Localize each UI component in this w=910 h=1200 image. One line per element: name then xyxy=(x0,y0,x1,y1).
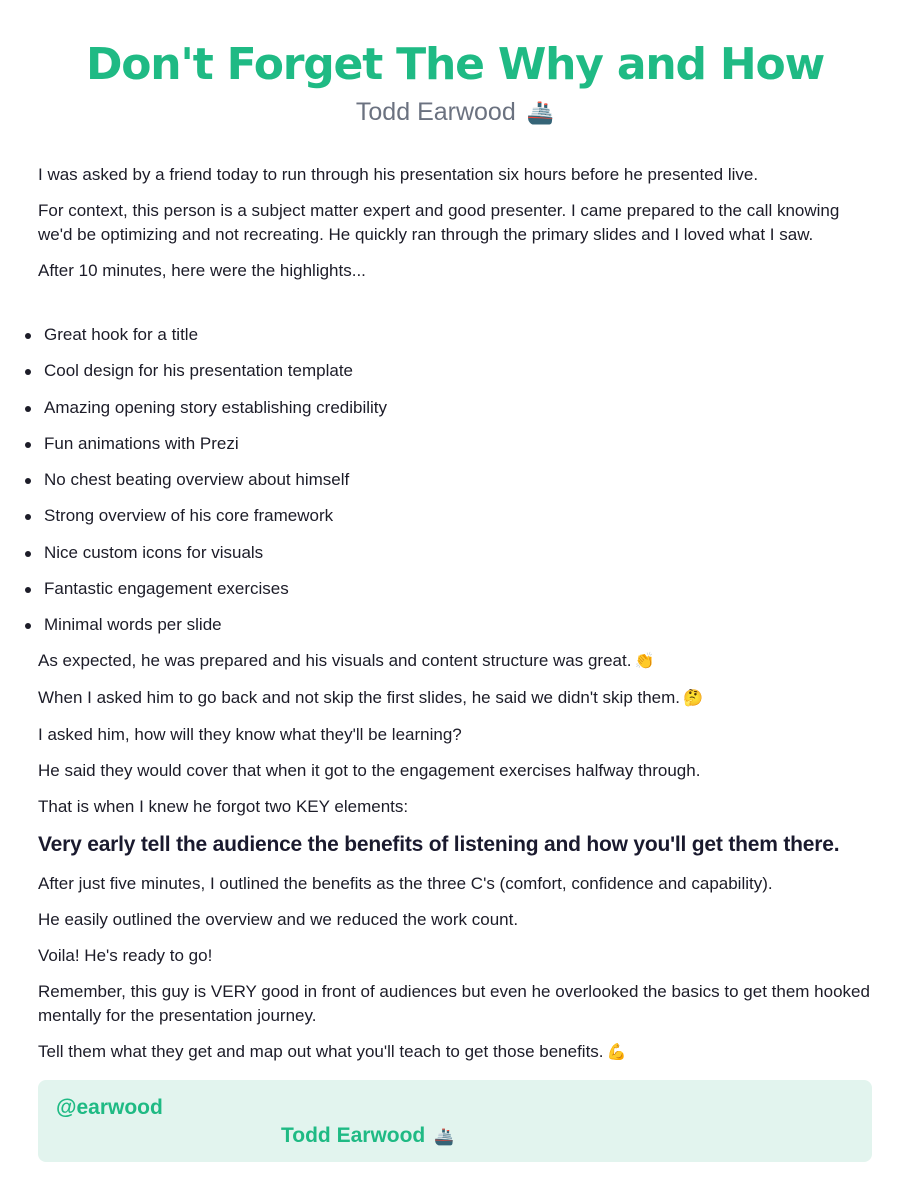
highlights-list xyxy=(38,323,872,637)
bullet-icon xyxy=(25,406,31,412)
post-body xyxy=(38,163,872,1077)
story-paragraph-4: He said they would cover that when it got to the engagement exercises halfway through. xyxy=(38,761,701,781)
footer-name-text: Todd Earwood xyxy=(281,1124,426,1147)
intro-paragraph-2: For context, this person is a subject matter expert and good presenter. I came prepared to the call knowing we'd be optimizing and not recreating. He quickly ran through the primary slides and I loved what I saw. xyxy=(38,201,840,244)
list-item-text: Fantastic engagement exercises xyxy=(44,579,289,599)
list-item-text: Great hook for a title xyxy=(44,325,199,344)
story-paragraph-2 xyxy=(38,686,872,711)
story-paragraph-3: I asked him, how will they know what they'll be learning? xyxy=(38,725,462,745)
list-item-text: No chest beating overview about himself xyxy=(44,470,350,490)
bullet-icon xyxy=(25,514,31,520)
bullet-icon xyxy=(25,333,31,339)
list-item xyxy=(38,613,872,637)
footer-author-name xyxy=(281,1124,454,1148)
story-section xyxy=(38,649,872,819)
ship-emoji-icon: 🚢 xyxy=(526,100,555,125)
author-footer-card xyxy=(38,1080,872,1162)
intro-paragraph-1: I was asked by a friend today to run through his presentation six hours before he presented live. xyxy=(38,165,759,184)
bullet-icon xyxy=(25,369,31,375)
bullet-icon xyxy=(25,442,31,448)
conclusion-paragraph-5 xyxy=(38,1040,872,1065)
story-text: When I asked him to go back and not skip the first slides, he said we didn't skip them. xyxy=(38,688,681,708)
list-item-text: Amazing opening story establishing credibility xyxy=(44,397,388,417)
flexed-biceps-icon: 💪 xyxy=(606,1044,627,1062)
key-point-heading: Very early tell the audience the benefits of listening and how you'll get them there. xyxy=(38,833,840,857)
author-byline xyxy=(0,96,910,129)
story-paragraph-5: That is when I knew he forgot two KEY elements: xyxy=(38,797,409,817)
list-item-text: Fun animations with Prezi xyxy=(44,433,239,453)
conclusion-text: Tell them what they get and map out what you'll teach to get those benefits. xyxy=(38,1042,604,1062)
list-item-text: Minimal words per slide xyxy=(44,615,222,635)
conclusion-paragraph-4: Remember, this guy is VERY good in front of audiences but even he overlooked the basics to get them hooked mentally for the presentation journey. xyxy=(38,982,870,1026)
conclusion-paragraph-1: After just five minutes, I outlined the benefits as the three C's (comfort, confidence and capability). xyxy=(38,874,773,894)
list-item-text: Cool design for his presentation template xyxy=(44,361,354,381)
bullet-icon xyxy=(25,478,31,484)
list-item xyxy=(38,577,872,601)
bullet-icon xyxy=(25,623,31,629)
author-handle[interactable]: @earwood xyxy=(56,1096,163,1119)
list-item xyxy=(38,432,872,456)
story-paragraph-1 xyxy=(38,649,872,674)
bullet-icon xyxy=(25,551,31,557)
post-title: Don't Forget The Why and How xyxy=(85,39,825,90)
conclusion-paragraph-3: Voila! He's ready to go! xyxy=(38,946,213,966)
bullet-icon xyxy=(25,587,31,593)
intro-paragraph-3: After 10 minutes, here were the highlights... xyxy=(38,261,366,280)
clapping-hands-icon: 👏 xyxy=(634,653,655,671)
story-text: As expected, he was prepared and his visuals and content structure was great. xyxy=(38,651,632,671)
list-item xyxy=(38,504,872,528)
list-item xyxy=(38,396,872,420)
conclusion-paragraph-2: He easily outlined the overview and we reduced the work count. xyxy=(38,910,519,930)
list-item xyxy=(38,323,872,347)
list-item xyxy=(38,541,872,565)
list-item-text: Strong overview of his core framework xyxy=(44,506,334,526)
list-item xyxy=(38,359,872,383)
thinking-face-icon: 🤔 xyxy=(683,690,703,708)
author-name: Todd Earwood xyxy=(355,98,516,126)
ship-emoji-icon: 🚢 xyxy=(434,1129,455,1146)
list-item xyxy=(38,468,872,492)
list-item-text: Nice custom icons for visuals xyxy=(44,542,264,562)
